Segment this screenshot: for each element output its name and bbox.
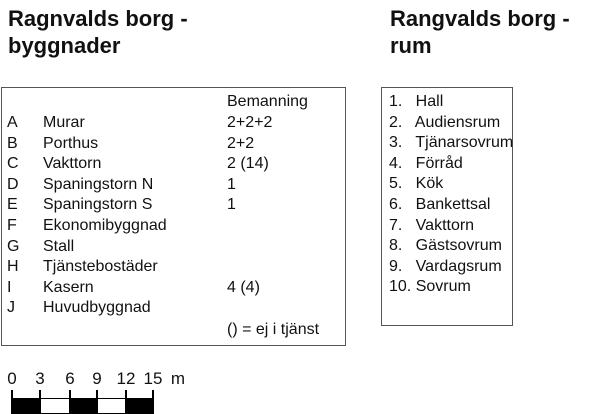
room-item: 5. Kök: [389, 175, 444, 193]
room-item: 1. Hall: [389, 93, 444, 110]
building-staff: 2 (14): [227, 155, 269, 173]
building-name: Murar: [43, 114, 85, 131]
buildings-title: [8, 5, 188, 59]
building-letter: B: [7, 134, 18, 152]
building-letter: G: [7, 237, 20, 255]
building-letter: H: [7, 258, 19, 276]
scale-label: 15: [143, 369, 163, 388]
building-name: Spaningstorn N: [43, 175, 154, 193]
room-item: 7. Vakttorn: [389, 216, 475, 234]
building-letter: I: [7, 278, 12, 296]
scale-segment: [70, 398, 97, 414]
room-item: 9. Vardagsrum: [389, 257, 502, 275]
title-line: Rangvalds borg -: [390, 6, 570, 31]
building-staff: 2+2: [227, 134, 255, 152]
building-name: Stall: [43, 237, 75, 255]
building-staff: 1: [227, 196, 236, 214]
building-staff: 4 (4): [227, 278, 260, 296]
room-item: 2. Audiensrum: [389, 113, 501, 131]
building-name: Vakttorn: [43, 155, 102, 173]
scale-segment: [97, 398, 126, 414]
scale-tick: [152, 390, 154, 414]
scale-segment: [12, 398, 40, 414]
building-staff: 1: [227, 175, 236, 193]
building-staff: 2+2+2: [227, 114, 273, 131]
title-line: Ragnvalds borg -: [8, 6, 188, 31]
scale-label: 3: [35, 369, 45, 388]
scale-label: 12: [116, 369, 136, 388]
title-line: byggnader: [8, 33, 121, 58]
room-item: 6. Bankettsal: [389, 196, 491, 213]
staff-note: () = ej i tjänst: [227, 321, 320, 338]
scale-segment: [126, 398, 153, 414]
building-name: Spaningstorn S: [43, 196, 153, 214]
room-item: 10. Sovrum: [389, 278, 471, 296]
building-name: Porthus: [43, 134, 99, 152]
building-letter: C: [7, 155, 19, 173]
building-name: Kasern: [43, 278, 94, 296]
room-item: 4. Förråd: [389, 154, 463, 172]
scale-label: 9: [92, 369, 102, 388]
building-letter: A: [7, 114, 18, 131]
room-item: 8. Gästsovrum: [389, 237, 502, 255]
scale-label: 6: [65, 369, 75, 388]
building-letter: D: [7, 175, 19, 193]
scale-segment: [40, 398, 70, 414]
building-letter: J: [7, 299, 15, 317]
building-letter: F: [7, 217, 17, 234]
scale-unit: m: [170, 369, 186, 388]
building-name: Tjänstebostäder: [43, 258, 158, 276]
building-letter: E: [7, 196, 18, 214]
building-name: Ekonomibyggnad: [43, 217, 167, 234]
rooms-title: [390, 5, 570, 59]
scale-label: 0: [7, 369, 17, 388]
building-name: Huvudbyggnad: [43, 299, 151, 317]
title-line: rum: [390, 33, 432, 58]
room-item: 3. Tjänarsovrum: [389, 134, 514, 152]
staff-header: Bemanning: [227, 93, 308, 110]
